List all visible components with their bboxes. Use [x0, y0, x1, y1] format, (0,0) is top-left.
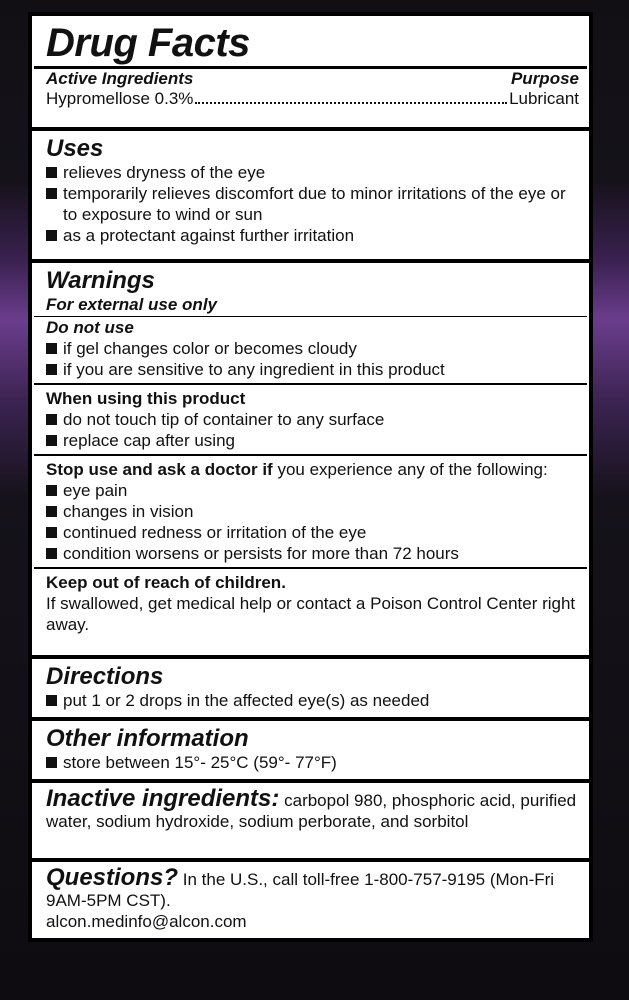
stop-use-paragraph	[46, 459, 579, 480]
bullet-square-icon	[46, 548, 57, 559]
bullet-square-icon	[46, 167, 57, 178]
bullet-square-icon	[46, 435, 57, 446]
list-item	[46, 522, 579, 543]
when-using-heading: When using this product	[46, 388, 246, 408]
do-not-use-heading: Do not use	[46, 317, 134, 337]
list-item	[46, 225, 579, 246]
uses-section	[32, 131, 589, 259]
list-item-text: condition worsens or persists for more than 72 hours	[63, 543, 459, 563]
bullet-square-icon	[46, 757, 57, 768]
contact-email: alcon.medinfo@alcon.com	[46, 912, 247, 931]
other-information-heading: Other information	[46, 724, 249, 752]
children-text: If swallowed, get medical help or contact a Poison Control Center right away.	[46, 593, 576, 634]
uses-heading: Uses	[46, 134, 104, 162]
stop-use-heading: Stop use and ask a doctor if	[46, 459, 273, 479]
directions-section	[32, 659, 589, 717]
list-item	[46, 183, 579, 225]
children-heading: Keep out of reach of children.	[46, 572, 286, 592]
drug-facts-label	[28, 12, 593, 942]
warnings-heading: Warnings	[46, 266, 155, 294]
warnings-section	[32, 263, 589, 655]
bullet-square-icon	[46, 695, 57, 706]
stop-use-text: you experience any of the following:	[272, 459, 548, 479]
list-item-text: store between 15°- 25°C (59°- 77°F)	[63, 752, 337, 772]
bullet-square-icon	[46, 188, 57, 199]
list-item	[46, 162, 579, 183]
bullet-square-icon	[46, 506, 57, 517]
active-ingredients-heading: Active Ingredients	[46, 69, 194, 88]
dot-leader	[195, 89, 507, 104]
list-item-text: changes in vision	[63, 501, 194, 521]
list-item-text: as a protectant against further irritation	[63, 225, 355, 245]
other-information-section	[32, 721, 589, 779]
divider	[34, 383, 587, 385]
list-item	[46, 359, 579, 380]
list-item	[46, 409, 579, 430]
questions-heading: Questions?	[46, 864, 179, 891]
questions-paragraph	[46, 864, 579, 911]
drug-facts-header-section	[32, 16, 589, 127]
list-item	[46, 480, 579, 501]
bullet-square-icon	[46, 414, 57, 425]
inactive-ingredients-section	[32, 783, 589, 858]
list-item-text: if you are sensitive to any ingredient in this product	[63, 359, 445, 379]
list-item-text: temporarily relieves discomfort due to minor irritations of the eye or to exposure to wind or sun	[63, 183, 566, 224]
questions-text: In the U.S., call toll-free 1-800-757-9195 (Mon-Fri 9AM-5PM CST).	[46, 870, 555, 910]
inactive-ingredients-paragraph	[46, 784, 579, 832]
list-item	[46, 338, 579, 359]
list-item-text: continued redness or irritation of the eye	[63, 522, 367, 542]
list-item	[46, 501, 579, 522]
inactive-ingredients-heading: Inactive ingredients:	[46, 784, 280, 812]
directions-heading: Directions	[46, 662, 164, 690]
list-item-text: relieves dryness of the eye	[63, 162, 266, 182]
divider	[34, 567, 587, 569]
active-header-row	[46, 69, 579, 89]
list-item-text: do not touch tip of container to any surface	[63, 409, 385, 429]
list-item	[46, 430, 579, 451]
purpose-heading: Purpose	[510, 69, 579, 88]
list-item-text: replace cap after using	[63, 430, 235, 450]
list-item-text: eye pain	[63, 480, 128, 500]
list-item	[46, 690, 579, 711]
bullet-square-icon	[46, 527, 57, 538]
drug-facts-title: Drug Facts	[46, 21, 250, 65]
bullet-square-icon	[46, 485, 57, 496]
list-item-text: put 1 or 2 drops in the affected eye(s) as needed	[63, 690, 430, 710]
active-ingredient-purpose: Lubricant	[509, 89, 579, 108]
questions-section	[32, 862, 589, 938]
divider	[34, 454, 587, 456]
inactive-ingredients-text: carbopol 980, phosphoric acid, purified water, sodium hydroxide, sodium perborate, and sorbitol	[46, 790, 577, 831]
bullet-square-icon	[46, 364, 57, 375]
active-ingredient-row	[46, 89, 579, 109]
external-use-text: For external use only	[46, 294, 217, 314]
list-item-text: if gel changes color or becomes cloudy	[63, 338, 357, 358]
bullet-square-icon	[46, 343, 57, 354]
bullet-square-icon	[46, 230, 57, 241]
list-item	[46, 543, 579, 564]
active-ingredient-name: Hypromellose 0.3%	[46, 89, 194, 108]
list-item	[46, 752, 579, 773]
